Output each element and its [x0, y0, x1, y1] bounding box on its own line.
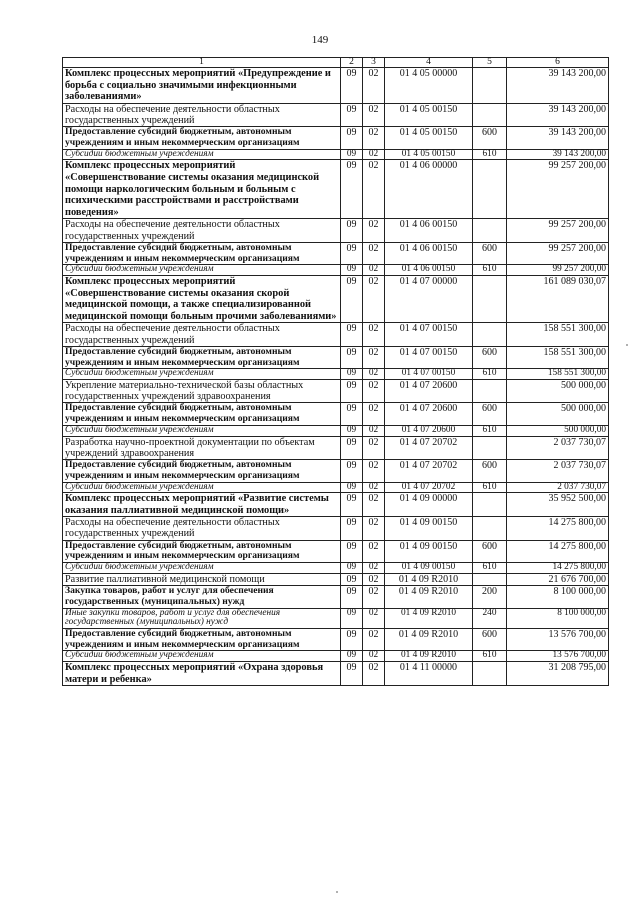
row-expense-type-cell: 200 — [473, 586, 507, 609]
row-target-article-cell: 01 4 07 20702 — [385, 436, 473, 459]
budget-table — [62, 57, 609, 686]
row-name-cell: Субсидии бюджетным учреждениям — [63, 651, 341, 662]
row-expense-type-cell: 600 — [473, 403, 507, 426]
row-name-cell: Укрепление материально-технической базы областных государственных учреждений здравоохранения — [63, 379, 341, 402]
row-amount-cell: 14 275 800,00 — [507, 517, 609, 540]
row-expense-type-cell — [473, 493, 507, 517]
row-name-cell: Расходы на обеспечение деятельности областных государственных учреждений — [63, 103, 341, 126]
table-row — [63, 482, 609, 493]
row-section-cell: 09 — [341, 323, 363, 346]
row-expense-type-cell: 610 — [473, 369, 507, 380]
table-row — [63, 540, 609, 563]
row-section-cell: 09 — [341, 563, 363, 574]
row-subsection-cell: 02 — [363, 379, 385, 402]
table-row — [63, 436, 609, 459]
row-subsection-cell: 02 — [363, 369, 385, 380]
row-section-cell: 09 — [341, 369, 363, 380]
header-col-2: 2 — [341, 58, 363, 68]
row-expense-type-cell — [473, 517, 507, 540]
row-amount-cell: 39 143 200,00 — [507, 127, 609, 150]
row-name-cell: Расходы на обеспечение деятельности областных государственных учреждений — [63, 323, 341, 346]
row-amount-cell: 31 208 795,00 — [507, 662, 609, 686]
row-expense-type-cell — [473, 573, 507, 585]
row-target-article-cell: 01 4 07 20600 — [385, 403, 473, 426]
row-amount-cell: 13 576 700,00 — [507, 651, 609, 662]
row-section-cell: 09 — [341, 608, 363, 628]
row-name-cell: Субсидии бюджетным учреждениям — [63, 425, 341, 436]
row-expense-type-cell — [473, 219, 507, 242]
row-amount-cell: 99 257 200,00 — [507, 219, 609, 242]
row-name-cell: Предоставление субсидий бюджетным, автономным учреждениям и иным некоммерческим организациям — [63, 127, 341, 150]
row-name-cell: Предоставление субсидий бюджетным, автономным учреждениям и иным некоммерческим организациям — [63, 540, 341, 563]
row-subsection-cell: 02 — [363, 436, 385, 459]
table-row — [63, 662, 609, 686]
row-section-cell: 09 — [341, 275, 363, 322]
table-row — [63, 127, 609, 150]
row-target-article-cell: 01 4 09 R2010 — [385, 586, 473, 609]
row-amount-cell: 14 275 800,00 — [507, 540, 609, 563]
table-row — [63, 149, 609, 160]
row-name-cell: Закупка товаров, работ и услуг для обеспечения государственных (муниципальных) нужд — [63, 586, 341, 609]
row-section-cell: 09 — [341, 346, 363, 369]
row-section-cell: 09 — [341, 540, 363, 563]
row-section-cell: 09 — [341, 103, 363, 126]
row-section-cell: 09 — [341, 662, 363, 686]
row-expense-type-cell — [473, 68, 507, 104]
table-row — [63, 608, 609, 628]
row-name-cell: Расходы на обеспечение деятельности областных государственных учреждений — [63, 517, 341, 540]
scan-speck — [626, 344, 628, 346]
row-expense-type-cell — [473, 436, 507, 459]
row-section-cell: 09 — [341, 482, 363, 493]
row-section-cell: 09 — [341, 425, 363, 436]
row-target-article-cell: 01 4 07 20600 — [385, 379, 473, 402]
row-subsection-cell: 02 — [363, 149, 385, 160]
row-subsection-cell: 02 — [363, 662, 385, 686]
row-subsection-cell: 02 — [363, 573, 385, 585]
row-section-cell: 09 — [341, 628, 363, 651]
row-name-cell: Расходы на обеспечение деятельности областных государственных учреждений — [63, 219, 341, 242]
row-name-cell: Субсидии бюджетным учреждениям — [63, 369, 341, 380]
row-name-cell: Предоставление субсидий бюджетным, автономным учреждениям и иным некоммерческим организациям — [63, 459, 341, 482]
table-row — [63, 346, 609, 369]
row-amount-cell: 8 100 000,00 — [507, 586, 609, 609]
table-row — [63, 628, 609, 651]
row-expense-type-cell: 240 — [473, 608, 507, 628]
row-amount-cell: 99 257 200,00 — [507, 160, 609, 219]
row-name-cell: Иные закупки товаров, работ и услуг для обеспечения государственных (муниципальных) нужд — [63, 608, 341, 628]
row-target-article-cell: 01 4 07 20702 — [385, 482, 473, 493]
row-section-cell: 09 — [341, 459, 363, 482]
row-amount-cell: 158 551 300,00 — [507, 346, 609, 369]
row-section-cell: 09 — [341, 219, 363, 242]
table-row — [63, 403, 609, 426]
row-target-article-cell: 01 4 05 00150 — [385, 149, 473, 160]
row-section-cell: 09 — [341, 68, 363, 104]
row-name-cell: Субсидии бюджетным учреждениям — [63, 482, 341, 493]
table-row — [63, 573, 609, 585]
table-row — [63, 651, 609, 662]
row-target-article-cell: 01 4 06 00150 — [385, 219, 473, 242]
table-row — [63, 160, 609, 219]
row-target-article-cell: 01 4 07 00150 — [385, 323, 473, 346]
row-expense-type-cell — [473, 379, 507, 402]
row-amount-cell: 39 143 200,00 — [507, 149, 609, 160]
row-amount-cell: 158 551 300,00 — [507, 369, 609, 380]
row-name-cell: Комплекс процессных мероприятий «Охрана здоровья матери и ребенка» — [63, 662, 341, 686]
row-target-article-cell: 01 4 09 R2010 — [385, 573, 473, 585]
row-subsection-cell: 02 — [363, 517, 385, 540]
row-amount-cell: 39 143 200,00 — [507, 103, 609, 126]
row-target-article-cell: 01 4 11 00000 — [385, 662, 473, 686]
header-row — [63, 58, 609, 68]
row-target-article-cell: 01 4 07 00150 — [385, 369, 473, 380]
header-col-1: 1 — [63, 58, 341, 68]
table-row — [63, 517, 609, 540]
row-subsection-cell: 02 — [363, 103, 385, 126]
row-amount-cell: 2 037 730,07 — [507, 459, 609, 482]
row-section-cell: 09 — [341, 586, 363, 609]
row-name-cell: Субсидии бюджетным учреждениям — [63, 563, 341, 574]
row-target-article-cell: 01 4 09 R2010 — [385, 651, 473, 662]
row-subsection-cell: 02 — [363, 459, 385, 482]
row-name-cell: Развитие паллиативной медицинской помощи — [63, 573, 341, 585]
table-row — [63, 275, 609, 322]
row-name-cell: Субсидии бюджетным учреждениям — [63, 265, 341, 276]
row-expense-type-cell: 610 — [473, 265, 507, 276]
row-subsection-cell: 02 — [363, 275, 385, 322]
row-section-cell: 09 — [341, 517, 363, 540]
row-subsection-cell: 02 — [363, 160, 385, 219]
row-expense-type-cell: 610 — [473, 563, 507, 574]
row-target-article-cell: 01 4 09 00150 — [385, 517, 473, 540]
row-expense-type-cell: 610 — [473, 149, 507, 160]
row-amount-cell: 500 000,00 — [507, 403, 609, 426]
row-subsection-cell: 02 — [363, 608, 385, 628]
row-subsection-cell: 02 — [363, 586, 385, 609]
row-expense-type-cell: 600 — [473, 346, 507, 369]
row-expense-type-cell: 600 — [473, 628, 507, 651]
row-amount-cell: 99 257 200,00 — [507, 242, 609, 265]
row-name-cell: Комплекс процессных мероприятий «Совершенствование системы оказания медицинской помощи наркологическим больным и больным с психическими расстройствами и расстройствами поведения» — [63, 160, 341, 219]
row-target-article-cell: 01 4 06 00150 — [385, 265, 473, 276]
row-target-article-cell: 01 4 07 00000 — [385, 275, 473, 322]
row-amount-cell: 99 257 200,00 — [507, 265, 609, 276]
row-amount-cell: 161 089 030,07 — [507, 275, 609, 322]
row-expense-type-cell — [473, 103, 507, 126]
row-section-cell: 09 — [341, 403, 363, 426]
row-subsection-cell: 02 — [363, 323, 385, 346]
row-amount-cell: 8 100 000,00 — [507, 608, 609, 628]
table-row — [63, 493, 609, 517]
row-amount-cell: 13 576 700,00 — [507, 628, 609, 651]
row-name-cell: Предоставление субсидий бюджетным, автономным учреждениям и иным некоммерческим организациям — [63, 628, 341, 651]
row-subsection-cell: 02 — [363, 425, 385, 436]
row-subsection-cell: 02 — [363, 493, 385, 517]
row-target-article-cell: 01 4 07 00150 — [385, 346, 473, 369]
row-section-cell: 09 — [341, 493, 363, 517]
table-row — [63, 563, 609, 574]
row-amount-cell: 21 676 700,00 — [507, 573, 609, 585]
row-target-article-cell: 01 4 09 00150 — [385, 540, 473, 563]
row-expense-type-cell: 610 — [473, 425, 507, 436]
row-target-article-cell: 01 4 09 00150 — [385, 563, 473, 574]
table-row — [63, 68, 609, 104]
row-expense-type-cell — [473, 662, 507, 686]
row-target-article-cell: 01 4 05 00150 — [385, 127, 473, 150]
header-col-6: 6 — [507, 58, 609, 68]
table-row — [63, 369, 609, 380]
row-section-cell: 09 — [341, 149, 363, 160]
row-name-cell: Комплекс процессных мероприятий «Развитие системы оказания паллиативной медицинской помощи» — [63, 493, 341, 517]
row-amount-cell: 500 000,00 — [507, 379, 609, 402]
row-subsection-cell: 02 — [363, 219, 385, 242]
row-expense-type-cell — [473, 323, 507, 346]
row-section-cell: 09 — [341, 160, 363, 219]
row-target-article-cell: 01 4 05 00150 — [385, 103, 473, 126]
row-expense-type-cell: 600 — [473, 459, 507, 482]
header-col-5: 5 — [473, 58, 507, 68]
row-target-article-cell: 01 4 09 R2010 — [385, 608, 473, 628]
row-name-cell: Предоставление субсидий бюджетным, автономным учреждениям и иным некоммерческим организациям — [63, 403, 341, 426]
row-section-cell: 09 — [341, 242, 363, 265]
row-amount-cell: 500 000,00 — [507, 425, 609, 436]
row-amount-cell: 35 952 500,00 — [507, 493, 609, 517]
row-section-cell: 09 — [341, 651, 363, 662]
table-row — [63, 219, 609, 242]
row-name-cell: Предоставление субсидий бюджетным, автономным учреждениям и иным некоммерческим организациям — [63, 346, 341, 369]
row-expense-type-cell: 610 — [473, 482, 507, 493]
row-name-cell: Комплекс процессных мероприятий «Совершенствование системы оказания скорой медицинской помощи, а также специализированной медицинской помощи больным прочими заболеваниями» — [63, 275, 341, 322]
table-row — [63, 379, 609, 402]
row-name-cell: Предоставление субсидий бюджетным, автономным учреждениям и иным некоммерческим организациям — [63, 242, 341, 265]
table-row — [63, 459, 609, 482]
row-subsection-cell: 02 — [363, 628, 385, 651]
row-expense-type-cell — [473, 160, 507, 219]
row-expense-type-cell: 600 — [473, 127, 507, 150]
row-section-cell: 09 — [341, 265, 363, 276]
header-col-3: 3 — [363, 58, 385, 68]
row-amount-cell: 2 037 730,07 — [507, 436, 609, 459]
row-subsection-cell: 02 — [363, 482, 385, 493]
row-amount-cell: 14 275 800,00 — [507, 563, 609, 574]
row-target-article-cell: 01 4 07 20600 — [385, 425, 473, 436]
row-section-cell: 09 — [341, 379, 363, 402]
row-subsection-cell: 02 — [363, 68, 385, 104]
row-expense-type-cell: 610 — [473, 651, 507, 662]
row-subsection-cell: 02 — [363, 265, 385, 276]
row-name-cell: Субсидии бюджетным учреждениям — [63, 149, 341, 160]
row-target-article-cell: 01 4 09 R2010 — [385, 628, 473, 651]
table-row — [63, 265, 609, 276]
row-target-article-cell: 01 4 07 20702 — [385, 459, 473, 482]
row-subsection-cell: 02 — [363, 346, 385, 369]
row-name-cell: Комплекс процессных мероприятий «Предупреждение и борьба с социально значимыми инфекционными заболеваниями» — [63, 68, 341, 104]
table-row — [63, 425, 609, 436]
row-subsection-cell: 02 — [363, 403, 385, 426]
row-target-article-cell: 01 4 05 00000 — [385, 68, 473, 104]
row-expense-type-cell: 600 — [473, 540, 507, 563]
row-section-cell: 09 — [341, 573, 363, 585]
header-col-4: 4 — [385, 58, 473, 68]
page-number: 149 — [311, 34, 329, 46]
row-amount-cell: 2 037 730,07 — [507, 482, 609, 493]
row-section-cell: 09 — [341, 436, 363, 459]
row-target-article-cell: 01 4 06 00000 — [385, 160, 473, 219]
row-expense-type-cell: 600 — [473, 242, 507, 265]
table-row — [63, 323, 609, 346]
scan-speck — [336, 891, 338, 893]
table-row — [63, 586, 609, 609]
row-amount-cell: 39 143 200,00 — [507, 68, 609, 104]
row-subsection-cell: 02 — [363, 651, 385, 662]
row-subsection-cell: 02 — [363, 563, 385, 574]
row-amount-cell: 158 551 300,00 — [507, 323, 609, 346]
row-subsection-cell: 02 — [363, 242, 385, 265]
table-row — [63, 242, 609, 265]
row-target-article-cell: 01 4 09 00000 — [385, 493, 473, 517]
row-subsection-cell: 02 — [363, 127, 385, 150]
row-subsection-cell: 02 — [363, 540, 385, 563]
row-target-article-cell: 01 4 06 00150 — [385, 242, 473, 265]
table-row — [63, 103, 609, 126]
row-expense-type-cell — [473, 275, 507, 322]
row-name-cell: Разработка научно-проектной документации по объектам учреждений здравоохранения — [63, 436, 341, 459]
row-section-cell: 09 — [341, 127, 363, 150]
